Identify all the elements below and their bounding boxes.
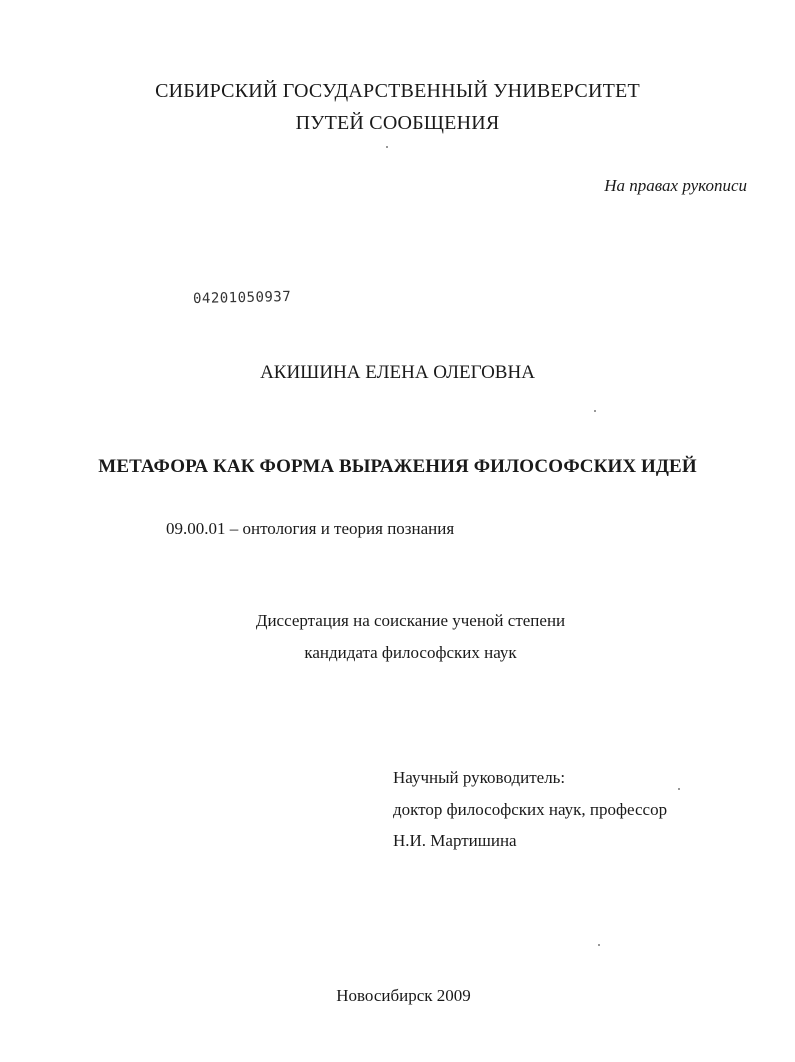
degree-line1: Диссертация на соискание ученой степени <box>255 611 566 630</box>
scan-speck <box>678 788 680 790</box>
registration-stamp-number: 04201050937 <box>192 288 292 308</box>
author-name: АКИШИНА ЕЛЕНА ОЛЕГОВНА <box>260 362 535 383</box>
dissertation-title: МЕТАФОРА КАК ФОРМА ВЫРАЖЕНИЯ ФИЛОСОФСКИХ ИДЕЙ <box>98 456 697 477</box>
scan-speck <box>594 410 596 412</box>
specialty-code: 09.00.01 – онтология и теория познания <box>166 519 455 538</box>
manuscript-note: На правах рукописи <box>604 176 747 195</box>
supervisor-name: Н.И. Мартишина <box>393 831 517 850</box>
scan-speck <box>386 146 388 148</box>
place-and-year: Новосибирск 2009 <box>336 986 471 1005</box>
supervisor-label: Научный руководитель: <box>393 768 566 787</box>
university-name-line2: ПУТЕЙ СООБЩЕНИЯ <box>295 112 500 134</box>
scan-speck <box>598 944 600 946</box>
degree-line2: кандидата философских наук <box>304 643 517 662</box>
supervisor-degree: доктор философских наук, профессор <box>393 800 668 819</box>
university-name-line1: СИБИРСКИЙ ГОСУДАРСТВЕННЫЙ УНИВЕРСИТЕТ <box>155 80 640 102</box>
